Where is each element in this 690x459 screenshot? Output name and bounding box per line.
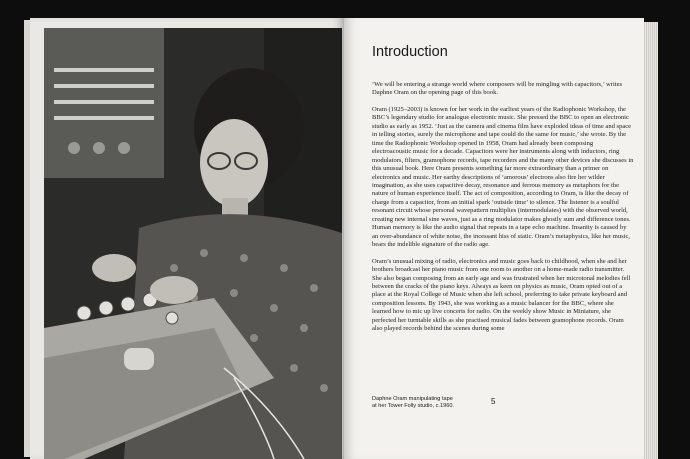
paragraph-1: ‘We will be entering a strange world where composers will be mingling with capacitors,’ writes Daphne Oram on the opening page of this book.: [372, 81, 623, 97]
paragraph-3: Oram’s unusual mixing of radio, electronics and music goes back to childhood, when she and her brothers broadcast her piano music from one room to another on a home-made radio transmitter. She also began composing from an early age and was frustrated when her microtonal melodies fell between the cracks of the piano keys. Always as keen on physics as music, Oram opted out of a place at the Royal College of Music when she left school, preferring to take private keyboard and composition lessons. By 1943, she was working as a music balancer for the BBC, where she learned how to mic up live concerts for radio. On the weekly show Music in Miniature, she perfected her turntable skills as she practised musical fades between gramophone records. Oram also played records behind the scenes during some: [372, 257, 631, 333]
left-page: [30, 18, 344, 459]
open-book: [30, 18, 658, 459]
photograph: [44, 28, 342, 459]
page-edges: [644, 22, 658, 459]
caption-line-2: at her Tower Folly studio, c.1960.: [372, 403, 454, 409]
caption-line-1: Daphne Oram manipulating tape: [372, 396, 453, 402]
body-text: [372, 81, 634, 342]
page-number: 5: [491, 397, 496, 406]
photo-illustration: [44, 28, 342, 459]
photo-caption: [372, 396, 492, 410]
right-page: [344, 18, 644, 459]
paragraph-2: Oram (1925–2003) is known for her work in the earliest years of the Radiophonic Workshop, the BBC’s legendary studio for analogue electronic music. She pressed the BBC to open an electronic studio as early as 1952. ‘Just as the camera and cinema film have exploded ideas of time and space in telling stories, surely the microphone and tape could do the same for music,’ she wrote. By the time the Radiophonic Workshop opened in 1958, Oram had already been composing electroacoustic music for a decade. Capacitors were her instruments along with inductors, ring modulators, filters, gramophone records, tape recorders and the many other devices she discusses in this unusual book. Here Oram presents something far more extraordinary than a primer on electronics and music. Her earthy descriptions of ‘amorous’ electrons also fire her wilder imagination, as she uses capacitive decay, resonance and ferrous memory as metaphors for the nature of human experience itself. The act of composition, according to Oram, is like the decay of charge from a capacitor, from an initial spark ‘outside time’ to silence. The listener is a soulful resonant circuit whose personal wavepattern multiplies (intermodulates) with the observed world, creating new internal sine waves, just as a ring modulator makes ghostly sum and difference tones. Human memory is like the audio signal that repeats in a tape echo machine. Insanity is caused by an over-abundance of white noise, the incessant hiss of static. Oram’s metaphysics, like her music, bears the indelible signature of the radio age.: [372, 105, 634, 249]
left-page-edge: [24, 20, 30, 457]
chapter-title: Introduction: [372, 44, 448, 60]
